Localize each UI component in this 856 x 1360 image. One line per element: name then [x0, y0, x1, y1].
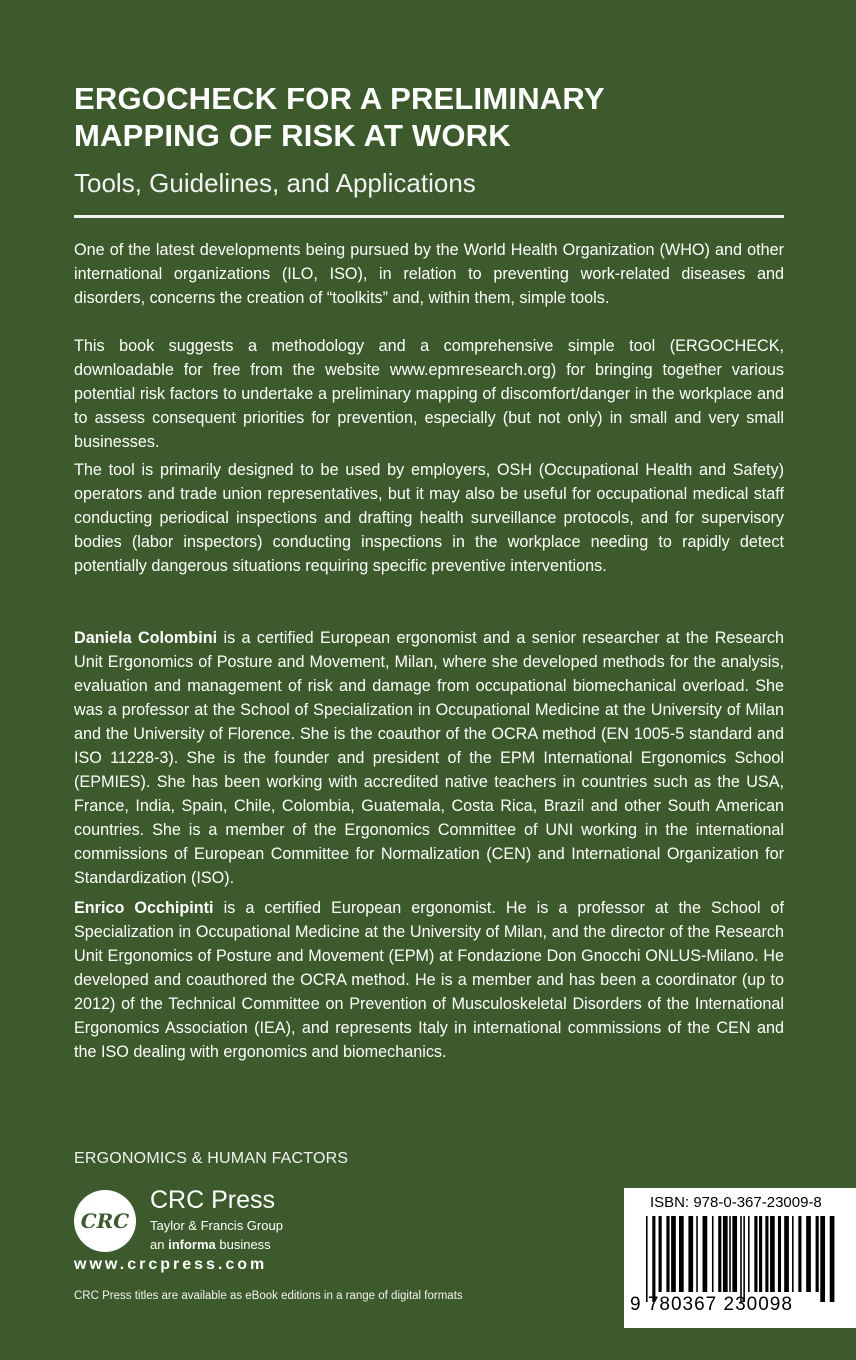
barcode-bar: [671, 1216, 676, 1292]
title-divider: [74, 215, 784, 218]
description-paragraph-3: The tool is primarily designed to be used by employers, OSH (Occupational Health and Safety) operators and trade union representatives, but it may also be useful for occupational medical staff conducting periodical inspections and drafting health surveillance protocols, and for supervisory bodies (labor inspectors) conducting inspections in the workplace needing to rapidly detect potentially dangerous situations requiring specific preventive interventions.: [74, 461, 784, 575]
book-subtitle: Tools, Guidelines, and Applications: [74, 168, 476, 198]
barcode-bar: [659, 1216, 662, 1292]
barcode-bar: [688, 1216, 693, 1292]
title-line-1: ERGOCHECK FOR A PRELIMINARY: [74, 81, 605, 116]
author-bio-text: is a certified European ergonomist and a senior researcher at the Research Unit Ergonomics of Posture and Movement, Milan, where she developed methods for the analysis, evaluation and management of risk and damage from occupational biomechanical overload. She was a professor at the School of Specialization in Occupational Medicine at the University of Milan and the University of Florence. She is the coauthor of the OCRA method (EN 1005-5 standard and ISO 11228-3). She is the founder and president of the EPM International Ergonomics School (EPMIES). She has been working with accredited native teachers in countries such as the USA, France, India, Spain, Chile, Colombia, Guatemala, Costa Rica, Brazil and other South American countries. She is a member of the Ergonomics Committee of UNI working in the international commissions of European Committee for Normalization (CEN) and International Organization for Standardization (ISO).: [74, 629, 784, 887]
barcode-bar: [798, 1216, 801, 1292]
description-paragraph-2: This book suggests a methodology and a comprehensive simple tool (ERGOCHECK, downloadable for free from the website www.epmresearch.org) for bringing together various potential risk factors to undertake a preliminary mapping of discomfort/danger in the workplace and to assess consequent priorities for prevention, especially (but not only) in small and very small businesses.: [74, 337, 784, 451]
isbn-barcode: [624, 1188, 856, 1328]
barcode-bar: [703, 1216, 708, 1292]
publisher-group: Taylor & Francis Group: [150, 1218, 283, 1233]
author-bio-colombini: [74, 626, 784, 890]
author-bio-occhipinti: [74, 896, 784, 1064]
barcode-bar: [718, 1216, 721, 1292]
publisher-name: CRC Press: [150, 1186, 276, 1214]
barcode-bar: [754, 1216, 757, 1292]
barcode-bar: [792, 1216, 794, 1292]
barcode-bar: [820, 1216, 825, 1302]
barcode-bars: [646, 1216, 836, 1302]
barcode-bar: [830, 1216, 835, 1302]
title-line-2: MAPPING OF RISK AT WORK: [74, 118, 511, 153]
barcode-digits: 9 780367 230098: [630, 1294, 793, 1315]
barcode-bar: [784, 1216, 789, 1292]
barcode-bar: [759, 1216, 762, 1292]
barcode-bar: [646, 1216, 648, 1302]
series-label: ERGONOMICS & HUMAN FACTORS: [74, 1150, 349, 1167]
barcode-bar: [732, 1216, 737, 1292]
description-paragraph-1: One of the latest developments being pursued by the World Health Organization (WHO) and other international organizations (ILO, ISO), in relation to preventing work-related diseases and disorders, concerns the creation of “toolkits” and, within them, simple tools.: [74, 241, 784, 307]
barcode-bar: [765, 1216, 768, 1292]
barcode-bar: [816, 1216, 819, 1292]
barcode-bar: [743, 1216, 745, 1302]
book-title: [74, 80, 794, 154]
author-name: Daniela Colombini: [74, 629, 218, 647]
barcode-bar: [806, 1216, 811, 1292]
barcode-bar: [729, 1216, 731, 1292]
author-bio-text: is a certified European ergonomist. He is a professor at the School of Specialization in Occupational Medicine at the University of Milan, and the director of the Research Unit Ergonomics of Posture and Movement (EPM) at Fondazione Don Gnocchi ONLUS-Milano. He developed and coauthored the OCRA method. He is a member and has been a coordinator (up to 2012) of the Technical Committee on Prevention of Musculoskeletal Disorders of the International Ergonomics Association (IEA), and represents Italy in international commissions of the CEN and the ISO dealing with ergonomics and biomechanics.: [74, 899, 785, 1061]
back-cover: [74, 0, 822, 1360]
publisher-informa-line: an informa business: [150, 1237, 271, 1252]
barcode-bar: [740, 1216, 742, 1302]
barcode-bar: [723, 1216, 728, 1292]
barcode-bar: [770, 1216, 775, 1292]
crc-logo-icon: CRC: [74, 1190, 136, 1252]
barcode-bar: [666, 1216, 669, 1292]
barcode-bar: [679, 1216, 684, 1292]
barcode-bar: [778, 1216, 781, 1292]
barcode-bar: [712, 1216, 714, 1292]
ebook-note: CRC Press titles are available as eBook editions in a range of digital formats: [74, 1290, 463, 1302]
publisher-website: www.crcpress.com: [74, 1256, 268, 1273]
barcode-bar: [652, 1216, 655, 1302]
author-name: Enrico Occhipinti: [74, 899, 214, 917]
isbn-text: ISBN: 978-0-367-23009-8: [650, 1194, 822, 1211]
barcode-bar: [748, 1216, 750, 1292]
barcode-bar: [696, 1216, 698, 1292]
